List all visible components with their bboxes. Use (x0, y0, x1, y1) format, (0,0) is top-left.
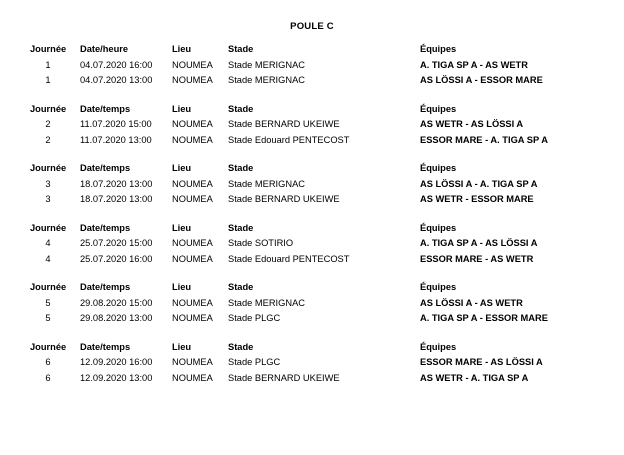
cell-stade: Stade MERIGNAC (228, 59, 305, 70)
column-header-journee: Journée (30, 282, 67, 292)
cell-stade: Stade BERNARD UKEIWE (228, 194, 340, 204)
cell-stade: Stade PLGC (228, 313, 281, 323)
table-row (0, 355, 624, 371)
column-header-equipes: Équipes (420, 222, 457, 233)
fixture-block (0, 42, 624, 89)
cell-journee: 6 (45, 372, 51, 383)
cell-stade: Stade SOTIRIO (228, 238, 294, 248)
cell-equipes: AS WETR - AS LÖSSI A (420, 119, 524, 129)
cell-journee: 6 (45, 357, 51, 367)
cell-stade: Stade MERIGNAC (228, 297, 305, 308)
cell-date: 11.07.2020 15:00 (80, 119, 152, 129)
cell-equipes: ESSOR MARE - AS LÖSSI A (420, 357, 543, 367)
column-header-lieu: Lieu (172, 222, 192, 233)
column-header-equipes: Équipes (420, 44, 457, 54)
cell-stade: Stade MERIGNAC (228, 75, 305, 85)
cell-equipes: A. TIGA SP A - AS LÖSSI A (420, 238, 538, 248)
column-header-stade: Stade (228, 341, 254, 352)
cell-stade: Stade BERNARD UKEIWE (228, 372, 340, 383)
cell-date: 29.08.2020 15:00 (80, 297, 153, 308)
cell-lieu: NOUMEA (172, 357, 213, 367)
cell-journee: 3 (45, 178, 51, 189)
cell-stade: Stade PLGC (228, 357, 281, 367)
cell-equipes: AS LÖSSI A - A. TIGA SP A (420, 178, 538, 189)
cell-lieu: NOUMEA (172, 313, 213, 323)
cell-journee: 5 (45, 313, 51, 323)
cell-journee: 5 (45, 297, 51, 308)
column-header-journee: Journée (30, 163, 67, 173)
column-header-date: Date/temps (80, 103, 131, 114)
page-title: POULE C (290, 21, 334, 32)
cell-lieu: NOUMEA (172, 59, 213, 70)
column-header-journee: Journée (30, 44, 67, 54)
cell-lieu: NOUMEA (172, 372, 213, 383)
column-header-date: Date/temps (80, 222, 131, 233)
column-header-date: Date/temps (80, 163, 131, 173)
cell-journee: 3 (45, 194, 51, 204)
column-header-stade: Stade (228, 222, 254, 233)
column-header-equipes: Équipes (420, 163, 457, 173)
cell-stade: Stade MERIGNAC (228, 178, 305, 189)
cell-equipes: AS WETR - ESSOR MARE (420, 194, 534, 204)
cell-journee: 4 (45, 253, 51, 264)
fixture-block (0, 280, 624, 327)
cell-journee: 4 (45, 238, 51, 248)
cell-lieu: NOUMEA (172, 238, 213, 248)
column-header-stade: Stade (228, 163, 254, 173)
column-header-date: Date/temps (80, 282, 131, 292)
cell-stade: Stade Edouard PENTECOST (228, 253, 350, 264)
fixture-blocks (0, 42, 624, 399)
cell-equipes: AS LÖSSI A - AS WETR (420, 297, 523, 308)
cell-equipes: A. TIGA SP A - AS WETR (420, 59, 528, 70)
table-row (0, 236, 624, 252)
cell-date: 11.07.2020 13:00 (80, 134, 152, 145)
column-header-lieu: Lieu (172, 282, 192, 292)
cell-equipes: A. TIGA SP A - ESSOR MARE (420, 313, 548, 323)
table-row (0, 192, 624, 208)
table-row (0, 58, 624, 74)
cell-journee: 2 (45, 134, 51, 145)
cell-date: 04.07.2020 16:00 (80, 59, 153, 70)
cell-date: 18.07.2020 13:00 (80, 178, 153, 189)
fixture-block (0, 340, 624, 387)
cell-date: 18.07.2020 13:00 (80, 194, 153, 204)
cell-journee: 1 (45, 59, 51, 70)
table-header-row (0, 42, 624, 58)
cell-date: 29.08.2020 13:00 (80, 313, 153, 323)
table-row (0, 177, 624, 193)
fixture-block (0, 102, 624, 149)
table-header-row (0, 340, 624, 356)
column-header-date: Date/heure (80, 44, 129, 54)
column-header-stade: Stade (228, 103, 254, 114)
cell-lieu: NOUMEA (172, 134, 213, 145)
table-header-row (0, 102, 624, 118)
cell-stade: Stade BERNARD UKEIWE (228, 119, 340, 129)
cell-equipes: AS WETR - A. TIGA SP A (420, 372, 529, 383)
cell-date: 12.09.2020 13:00 (80, 372, 153, 383)
table-row (0, 296, 624, 312)
table-header-row (0, 161, 624, 177)
column-header-journee: Journée (30, 222, 67, 233)
column-header-date: Date/temps (80, 341, 131, 352)
table-row (0, 311, 624, 327)
column-header-equipes: Équipes (420, 341, 457, 352)
table-row (0, 371, 624, 387)
column-header-equipes: Équipes (420, 282, 457, 292)
column-header-journee: Journée (30, 341, 67, 352)
cell-equipes: ESSOR MARE - A. TIGA SP A (420, 134, 548, 145)
cell-date: 25.07.2020 15:00 (80, 238, 153, 248)
cell-lieu: NOUMEA (172, 75, 213, 85)
table-row (0, 73, 624, 89)
column-header-stade: Stade (228, 44, 254, 54)
table-row (0, 252, 624, 268)
cell-journee: 2 (45, 119, 51, 129)
cell-equipes: AS LÖSSI A - ESSOR MARE (420, 75, 543, 85)
cell-date: 04.07.2020 13:00 (80, 75, 153, 85)
table-header-row (0, 280, 624, 296)
cell-lieu: NOUMEA (172, 253, 213, 264)
cell-stade: Stade Edouard PENTECOST (228, 134, 350, 145)
table-header-row (0, 221, 624, 237)
column-header-lieu: Lieu (172, 44, 192, 54)
cell-lieu: NOUMEA (172, 297, 213, 308)
table-row (0, 133, 624, 149)
cell-lieu: NOUMEA (172, 119, 213, 129)
cell-journee: 1 (45, 75, 51, 85)
fixture-block (0, 221, 624, 268)
cell-date: 25.07.2020 16:00 (80, 253, 153, 264)
cell-equipes: ESSOR MARE - AS WETR (420, 253, 534, 264)
table-row (0, 117, 624, 133)
cell-lieu: NOUMEA (172, 194, 213, 204)
column-header-lieu: Lieu (172, 163, 192, 173)
column-header-lieu: Lieu (172, 341, 192, 352)
fixture-block (0, 161, 624, 208)
cell-lieu: NOUMEA (172, 178, 213, 189)
column-header-stade: Stade (228, 282, 254, 292)
column-header-lieu: Lieu (172, 103, 192, 114)
cell-date: 12.09.2020 16:00 (80, 357, 153, 367)
column-header-equipes: Équipes (420, 103, 457, 114)
column-header-journee: Journée (30, 103, 67, 114)
